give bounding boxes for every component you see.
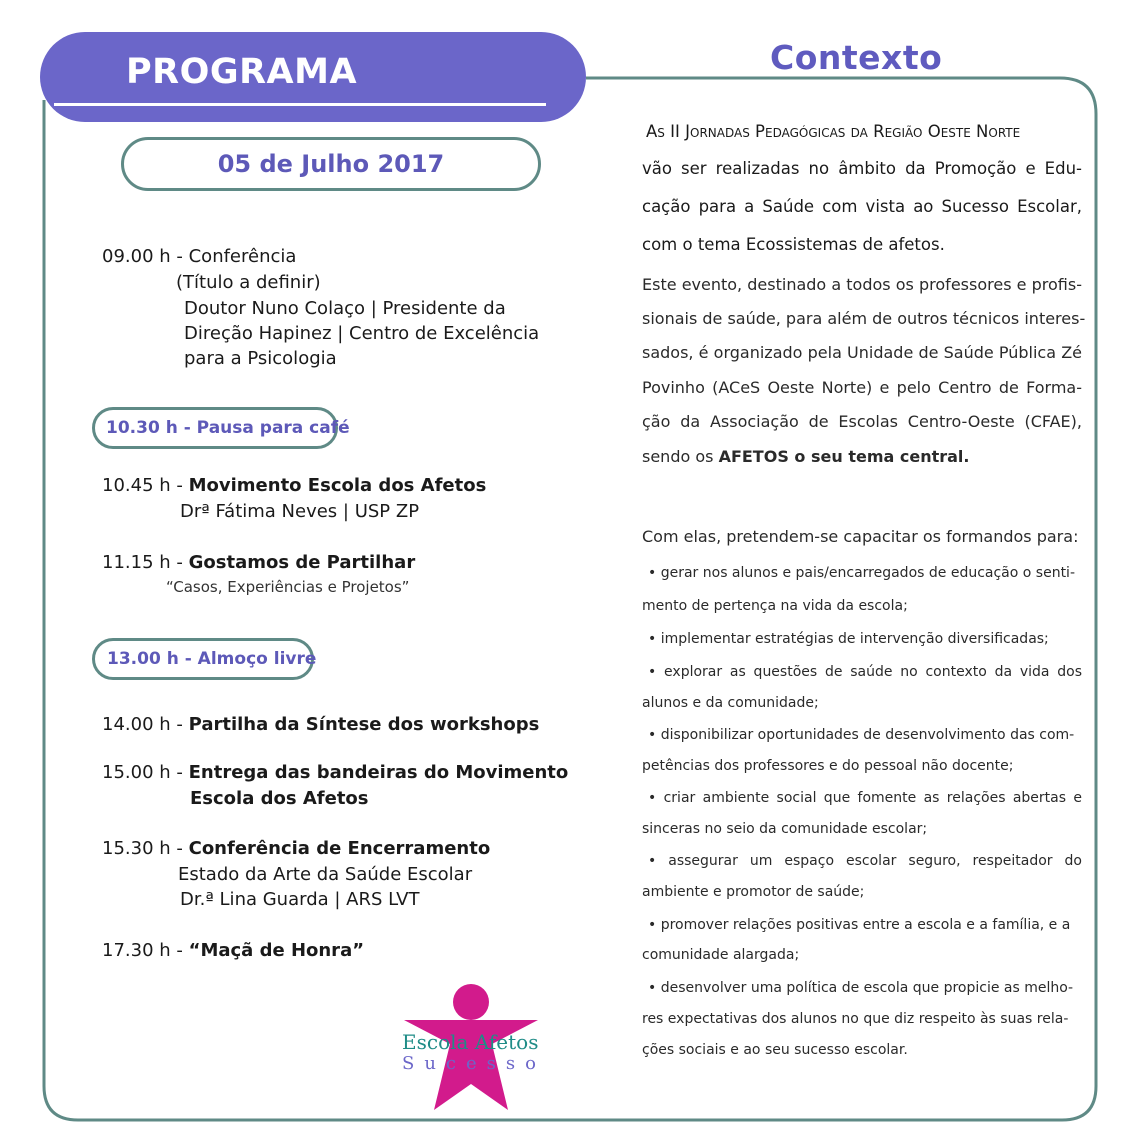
break-cafe: 10.30 h - Pausa para café — [106, 418, 350, 438]
item-speaker: Drª Fátima Neves | USP ZP — [180, 501, 420, 522]
event-date: 05 de Julho 2017 — [217, 150, 445, 178]
programa-underline — [54, 103, 546, 106]
item-title: Entrega das bandeiras do Movimento — [188, 762, 569, 783]
item-time: 15.00 h - — [102, 762, 189, 783]
objective-item: • desenvolver uma política de escola que propicie as melho- — [648, 980, 1074, 996]
objective-item: • assegurar um espaço escolar seguro, respeitador do — [648, 853, 1082, 869]
objective-item: ções sociais e ao seu sucesso escolar. — [642, 1042, 908, 1058]
item-time: 09.00 h - — [102, 246, 189, 267]
item-time: 11.15 h - — [102, 552, 189, 573]
context-paragraph-line: sados, é organizado pela Unidade de Saúde Pública Zé — [642, 343, 1082, 362]
logo-text-sucesso: Sucesso — [402, 1053, 546, 1074]
program-item — [102, 760, 568, 786]
program-item — [102, 244, 296, 270]
objective-item: petências dos professores e do pessoal não docente; — [642, 758, 1014, 774]
program-item — [102, 938, 364, 964]
program-item — [102, 473, 486, 499]
item-title: Gostamos de Partilhar — [188, 552, 416, 573]
programa-title: PROGRAMA — [126, 52, 358, 92]
objective-item: • criar ambiente social que fomente as relações abertas e — [648, 790, 1082, 806]
item-subtitle: (Título a definir) — [176, 272, 321, 293]
item-title-continued: Escola dos Afetos — [190, 788, 369, 809]
item-time: 15.30 h - — [102, 838, 189, 859]
context-paragraph-line — [642, 447, 969, 466]
item-time: 10.45 h - — [102, 475, 189, 496]
context-paragraph-line: com o tema Ecossistemas de afetos. — [642, 235, 945, 254]
objective-item: ambiente e promotor de saúde; — [642, 884, 865, 900]
item-speaker: para a Psicologia — [184, 348, 337, 369]
context-text: o seu tema central. — [788, 447, 970, 466]
objective-item: comunidade alargada; — [642, 947, 800, 963]
contexto-title: Contexto — [770, 38, 943, 77]
item-title: Conferência — [188, 246, 297, 267]
objective-item: • disponibilizar oportunidades de desenvolvimento das com- — [648, 727, 1075, 743]
context-emphasis: AFETOS — [718, 447, 789, 466]
break-almoco: 13.00 h - Almoço livre — [107, 649, 317, 669]
item-title: Movimento Escola dos Afetos — [188, 475, 487, 496]
objective-item: • promover relações positivas entre a escola e a família, e a — [648, 917, 1071, 933]
context-paragraph-line: cação para a Saúde com vista ao Sucesso Escolar, — [642, 197, 1082, 216]
context-paragraph-line: vão ser realizadas no âmbito da Promoção e Edu- — [642, 159, 1082, 178]
objectives-intro: Com elas, pretendem-se capacitar os formandos para: — [642, 527, 1079, 546]
item-speaker: Direção Hapinez | Centro de Excelência — [184, 323, 540, 344]
item-title: Partilha da Síntese dos workshops — [188, 714, 540, 735]
program-item — [102, 712, 539, 738]
context-paragraph-line: As II Jornadas Pedagógicas da Região Oeste Norte — [646, 122, 1021, 141]
objective-item: alunos e da comunidade; — [642, 695, 819, 711]
objective-item: mento de pertença na vida da escola; — [642, 598, 908, 614]
objective-item: • gerar nos alunos e pais/encarregados de educação o senti- — [648, 565, 1075, 581]
item-title: “Maçã de Honra” — [188, 940, 365, 961]
item-speaker: Doutor Nuno Colaço | Presidente da — [184, 298, 506, 319]
objective-item: • implementar estratégias de intervenção diversificadas; — [648, 631, 1049, 647]
item-subtitle: Estado da Arte da Saúde Escolar — [178, 864, 473, 885]
objective-item: sinceras no seio da comunidade escolar; — [642, 821, 928, 837]
item-subtitle: “Casos, Experiências e Projetos” — [166, 578, 410, 596]
context-text: sendo os — [642, 447, 719, 466]
item-title: Conferência de Encerramento — [188, 838, 491, 859]
item-time: 14.00 h - — [102, 714, 189, 735]
program-item — [102, 836, 490, 862]
program-item — [102, 550, 415, 576]
logo-text-escola: Escola Afetos — [402, 1030, 539, 1054]
item-speaker: Dr.ª Lina Guarda | ARS LVT — [180, 889, 420, 910]
context-paragraph-line: ção da Associação de Escolas Centro-Oeste (CFAE), — [642, 412, 1082, 431]
objective-item: • explorar as questões de saúde no contexto da vida dos — [648, 664, 1082, 680]
context-paragraph-line: Povinho (ACeS Oeste Norte) e pelo Centro de Forma- — [642, 378, 1082, 397]
context-paragraph-line: sionais de saúde, para além de outros técnicos interes- — [642, 309, 1086, 328]
objective-item: res expectativas dos alunos no que diz respeito às suas rela- — [642, 1011, 1069, 1027]
context-paragraph-line: Este evento, destinado a todos os professores e profis- — [642, 275, 1082, 294]
item-time: 17.30 h - — [102, 940, 189, 961]
